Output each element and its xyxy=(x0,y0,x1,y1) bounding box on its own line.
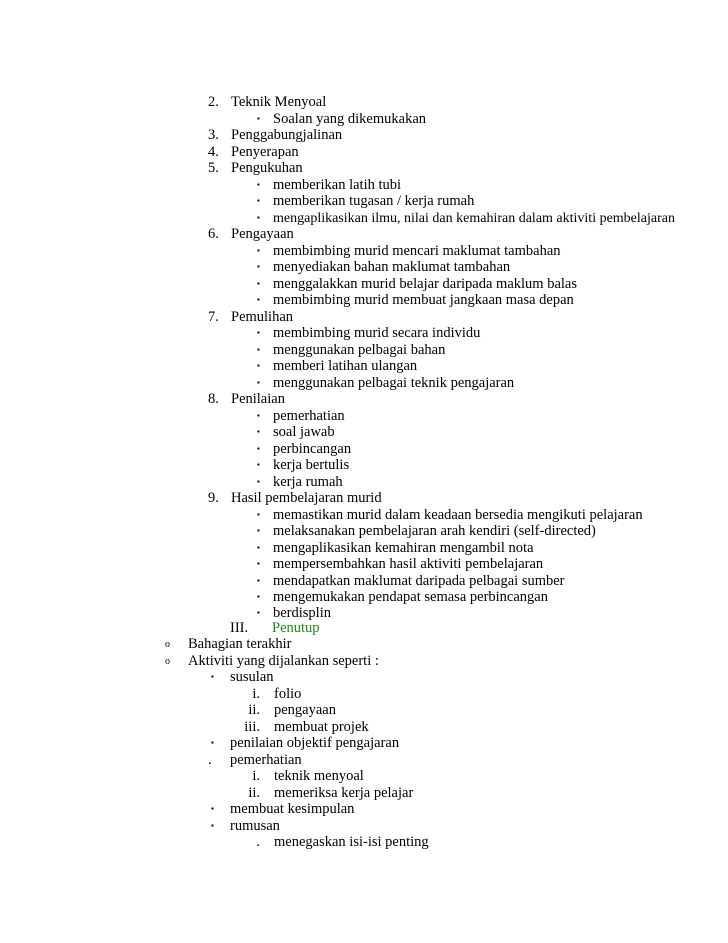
list-marker: 4. xyxy=(208,144,219,160)
square-bullet-icon: ▪ xyxy=(257,543,260,552)
list-item-text: Pemulihan xyxy=(231,309,294,325)
bullet-item xyxy=(257,375,514,391)
circle-item-text: Aktiviti yang dijalankan seperti : xyxy=(188,653,379,669)
bullet-item xyxy=(257,276,577,292)
bullet-item xyxy=(257,177,401,193)
bullet-item xyxy=(257,259,510,275)
roman-item-text: membuat projek xyxy=(274,719,369,735)
circle-bullet-item xyxy=(165,636,291,652)
section-heading-penutup xyxy=(230,620,320,636)
roman-sub-item xyxy=(230,686,301,702)
sub-bullet-item xyxy=(208,752,302,768)
roman-sub-item xyxy=(230,834,429,850)
list-marker: 6. xyxy=(208,226,219,242)
square-bullet-icon: ▪ xyxy=(257,246,260,255)
bullet-item-text: melaksanakan pembelajaran arah kendiri (self-directed) xyxy=(273,523,596,539)
bullet-item-text: kerja rumah xyxy=(273,474,343,490)
bullet-item-text: mengaplikasikan ilmu, nilai dan kemahiran dalam aktiviti pembelajaran xyxy=(273,211,675,226)
bullet-item-text: kerja bertulis xyxy=(273,457,350,473)
bullet-item xyxy=(257,424,335,440)
list-item-number xyxy=(208,309,293,325)
list-marker: 5. xyxy=(208,160,219,176)
square-bullet-icon: ▪ xyxy=(257,526,260,535)
bullet-item xyxy=(257,474,343,490)
bullet-item-text: Soalan yang dikemukakan xyxy=(273,111,427,127)
list-marker: 7. xyxy=(208,309,219,325)
roman-sub-item xyxy=(230,702,336,718)
bullet-item-text: menggunakan pelbagai bahan xyxy=(273,342,446,358)
square-bullet-icon: ▪ xyxy=(257,608,260,617)
dot-marker: . xyxy=(208,752,212,768)
bullet-item xyxy=(257,358,417,374)
bullet-item-text: pemerhatian xyxy=(273,408,345,424)
square-bullet-icon: ▪ xyxy=(257,114,260,123)
roman-marker: iii. xyxy=(244,719,260,735)
bullet-item-text: membimbing murid membuat jangkaan masa depan xyxy=(273,292,574,308)
sub-bullet-text: pemerhatian xyxy=(230,752,302,768)
list-item-text: Penggabungjalinan xyxy=(231,127,343,143)
square-bullet-icon: ▪ xyxy=(257,592,260,601)
bullet-item xyxy=(257,457,349,473)
roman-marker: ii. xyxy=(248,702,260,718)
bullet-item-text: memberi latihan ulangan xyxy=(273,358,418,374)
square-bullet-icon: ▪ xyxy=(257,477,260,486)
bullet-item xyxy=(257,292,574,308)
square-bullet-icon: ▪ xyxy=(257,345,260,354)
list-item-number xyxy=(208,490,382,506)
list-item-text: Pengayaan xyxy=(231,226,294,242)
square-bullet-icon: ▪ xyxy=(211,672,214,681)
bullet-item-text: mengaplikasikan kemahiran mengambil nota xyxy=(273,540,534,556)
bullet-item-text: memastikan murid dalam keadaan bersedia mengikuti pelajaran xyxy=(273,507,643,523)
square-bullet-icon: ▪ xyxy=(257,213,260,222)
bullet-item-text: memberikan latih tubi xyxy=(273,177,402,193)
list-item-number xyxy=(208,160,303,176)
roman-sub-item xyxy=(230,719,369,735)
list-item-number xyxy=(208,391,285,407)
sub-bullet-item xyxy=(211,801,354,817)
sub-bullet-text: rumusan xyxy=(230,818,280,834)
bullet-item xyxy=(257,243,561,259)
bullet-item-text: membimbing murid secara individu xyxy=(273,325,481,341)
roman-item-text: teknik menyoal xyxy=(274,768,364,784)
square-bullet-icon: ▪ xyxy=(257,510,260,519)
bullet-item-text: soal jawab xyxy=(273,424,335,440)
section-heading-text: Penutup xyxy=(272,620,320,636)
square-bullet-icon: ▪ xyxy=(211,804,214,813)
list-marker: 9. xyxy=(208,490,219,506)
square-bullet-icon: ▪ xyxy=(257,262,260,271)
bullet-item-text: berdisplin xyxy=(273,605,331,621)
bullet-item xyxy=(257,441,351,457)
bullet-item-text: perbincangan xyxy=(273,441,352,457)
bullet-item-text: menyediakan bahan maklumat tambahan xyxy=(273,259,511,275)
square-bullet-icon: ▪ xyxy=(257,361,260,370)
square-bullet-icon: ▪ xyxy=(257,460,260,469)
bullet-item xyxy=(257,605,331,621)
list-item-number xyxy=(208,94,326,110)
roman-item-text: menegaskan isi-isi penting xyxy=(274,834,429,850)
circle-bullet-item xyxy=(165,653,379,669)
sub-bullet-item xyxy=(211,735,399,751)
sub-bullet-text: susulan xyxy=(230,669,274,685)
bullet-item-text: membimbing murid mencari maklumat tambahan xyxy=(273,243,561,259)
roman-marker: i. xyxy=(252,768,260,784)
bullet-item xyxy=(257,507,643,523)
roman-marker: ii. xyxy=(248,785,260,801)
dot-marker: . xyxy=(256,834,260,850)
square-bullet-icon: ▪ xyxy=(257,427,260,436)
sub-bullet-text: penilaian objektif pengajaran xyxy=(230,735,400,751)
bullet-item xyxy=(257,193,474,209)
list-item-text: Pengukuhan xyxy=(231,160,303,176)
list-item-number xyxy=(208,226,294,242)
square-bullet-icon: ▪ xyxy=(211,821,214,830)
bullet-item xyxy=(257,523,596,539)
square-bullet-icon: ▪ xyxy=(257,444,260,453)
square-bullet-icon: ▪ xyxy=(257,559,260,568)
roman-marker: i. xyxy=(252,686,260,702)
list-item-number xyxy=(208,144,299,160)
square-bullet-icon: ▪ xyxy=(257,180,260,189)
circle-bullet-icon: o xyxy=(165,656,170,667)
bullet-item xyxy=(257,589,548,605)
bullet-item xyxy=(257,573,565,589)
circle-item-text: Bahagian terakhir xyxy=(188,636,292,652)
roman-item-text: pengayaan xyxy=(274,702,336,718)
roman-marker: III. xyxy=(230,620,249,636)
bullet-item-text: mendapatkan maklumat daripada pelbagai sumber xyxy=(273,573,565,589)
bullet-item-text: menggunakan pelbagai teknik pengajaran xyxy=(273,375,515,391)
bullet-item xyxy=(257,325,480,341)
bullet-item xyxy=(257,342,445,358)
sub-bullet-text: membuat kesimpulan xyxy=(230,801,355,817)
square-bullet-icon: ▪ xyxy=(257,196,260,205)
sub-bullet-item xyxy=(211,669,274,685)
square-bullet-icon: ▪ xyxy=(211,738,214,747)
list-item-text: Hasil pembelajaran murid xyxy=(231,490,382,506)
roman-sub-item xyxy=(230,785,413,801)
roman-item-text: folio xyxy=(274,686,302,702)
square-bullet-icon: ▪ xyxy=(257,576,260,585)
roman-sub-item xyxy=(230,768,364,784)
bullet-item-text: mengemukakan pendapat semasa perbincangan xyxy=(273,589,548,605)
list-item-text: Teknik Menyoal xyxy=(231,94,327,110)
bullet-item xyxy=(257,556,543,572)
square-bullet-icon: ▪ xyxy=(257,411,260,420)
bullet-item xyxy=(257,111,426,127)
list-item-text: Penilaian xyxy=(231,391,285,407)
list-marker: 2. xyxy=(208,94,219,110)
square-bullet-icon: ▪ xyxy=(257,378,260,387)
bullet-item xyxy=(257,210,675,226)
square-bullet-icon: ▪ xyxy=(257,279,260,288)
sub-bullet-item xyxy=(211,818,280,834)
roman-item-text: memeriksa kerja pelajar xyxy=(274,785,414,801)
list-marker: 8. xyxy=(208,391,219,407)
square-bullet-icon: ▪ xyxy=(257,295,260,304)
list-marker: 3. xyxy=(208,127,219,143)
list-item-number xyxy=(208,127,342,143)
bullet-item xyxy=(257,408,345,424)
circle-bullet-icon: o xyxy=(165,639,170,650)
bullet-item xyxy=(257,540,534,556)
bullet-item-text: memberikan tugasan / kerja rumah xyxy=(273,193,475,209)
list-item-text: Penyerapan xyxy=(231,144,299,160)
bullet-item-text: menggalakkan murid belajar daripada maklum balas xyxy=(273,276,577,292)
bullet-item-text: mempersembahkan hasil aktiviti pembelajaran xyxy=(273,556,544,572)
square-bullet-icon: ▪ xyxy=(257,328,260,337)
